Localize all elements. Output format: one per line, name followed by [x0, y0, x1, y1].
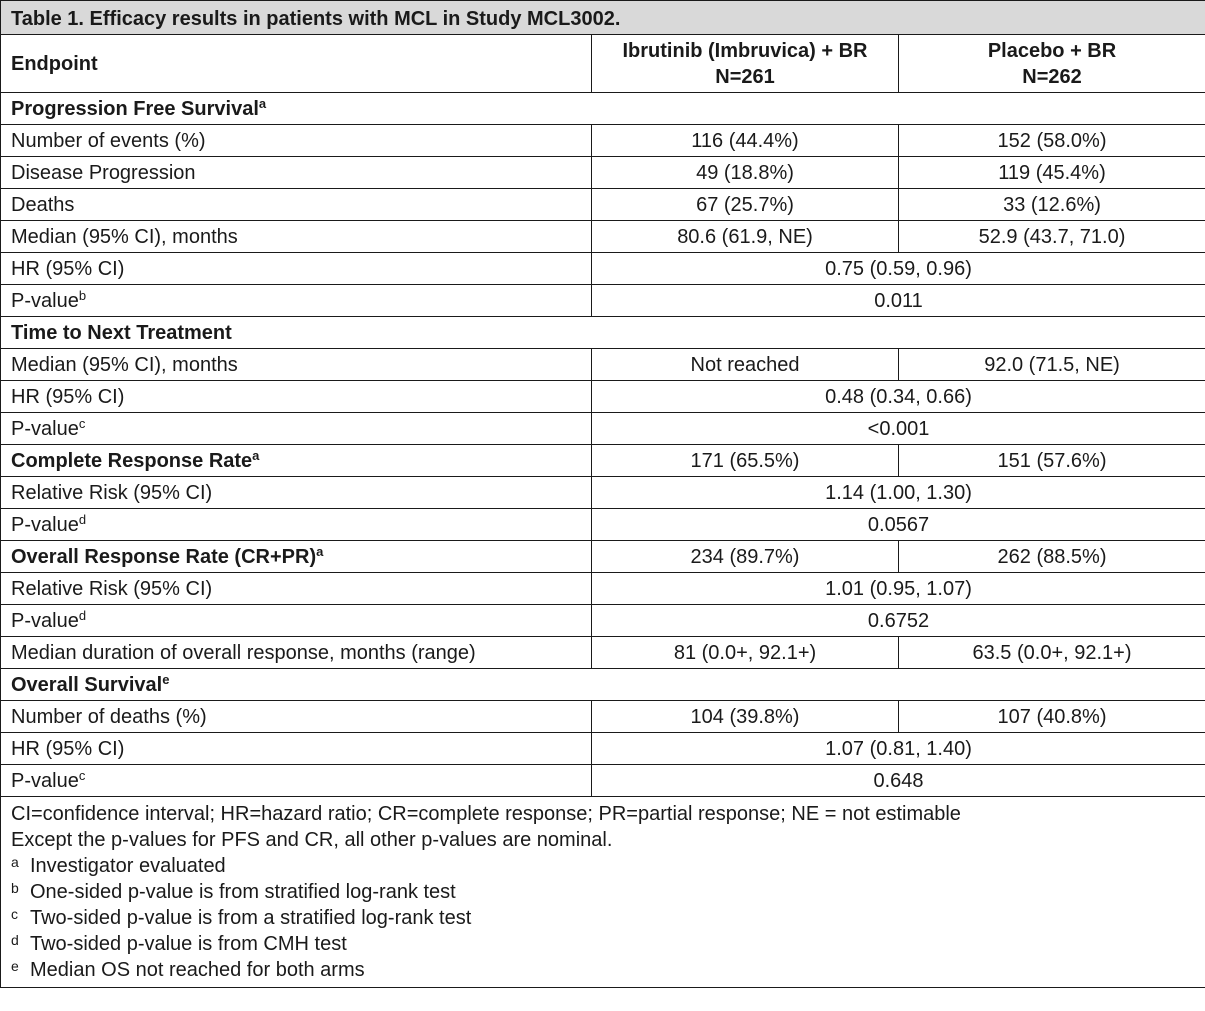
placebo-value-cell: 63.5 (0.0+, 92.1+): [899, 637, 1205, 669]
row-label: Median (95% CI), months: [11, 353, 238, 376]
table-row: [1, 477, 1205, 509]
table-notes: [1, 797, 1205, 988]
header-endpoint: Endpoint: [1, 35, 592, 93]
row-label-cell: [1, 445, 592, 477]
row-label-cell: [1, 733, 592, 765]
row-label-cell: [1, 765, 592, 797]
row-label-cell: [1, 605, 592, 637]
table-caption: Table 1. Efficacy results in patients with MCL in Study MCL3002.: [1, 1, 1205, 35]
placebo-value-cell: 92.0 (71.5, NE): [899, 349, 1205, 381]
row-label: HR (95% CI): [11, 737, 125, 760]
row-label-cell: [1, 93, 1205, 125]
table-row: [1, 605, 1205, 637]
ibrutinib-value-cell: 80.6 (61.9, NE): [592, 221, 899, 253]
footnote-text: Two-sided p-value is from a stratified log-rank test: [30, 907, 472, 929]
footnote-marker: c: [78, 415, 86, 431]
row-label: Complete Response Rate: [11, 449, 253, 472]
header-placebo-name: Placebo + BR: [987, 39, 1117, 62]
placebo-value-cell: 119 (45.4%): [899, 157, 1205, 189]
notes-body: [1, 797, 1205, 988]
row-label-cell: [1, 221, 592, 253]
table-row: [1, 701, 1205, 733]
combined-value-cell: 1.01 (0.95, 1.07): [592, 573, 1205, 605]
row-label: Overall Survival: [11, 673, 163, 696]
combined-value-cell: 0.648: [592, 765, 1205, 797]
combined-value-cell: 0.48 (0.34, 0.66): [592, 381, 1205, 413]
row-label-cell: [1, 541, 592, 573]
row-label: HR (95% CI): [11, 385, 125, 408]
table-row: [1, 637, 1205, 669]
combined-value-cell: 1.07 (0.81, 1.40): [592, 733, 1205, 765]
footnote-marker: e: [162, 671, 170, 687]
row-label-cell: [1, 413, 592, 445]
row-label: P-value: [11, 769, 79, 792]
ibrutinib-value-cell: 104 (39.8%): [592, 701, 899, 733]
footnote: e Median OS not reached for both arms: [11, 958, 365, 981]
row-label: Number of deaths (%): [11, 705, 207, 728]
ibrutinib-value-cell: 171 (65.5%): [592, 445, 899, 477]
ibrutinib-value-cell: 81 (0.0+, 92.1+): [592, 637, 899, 669]
header-ibrutinib-name: Ibrutinib (Imbruvica) + BR: [622, 39, 868, 62]
table-row: [1, 157, 1205, 189]
row-label-cell: [1, 125, 592, 157]
table-row: [1, 509, 1205, 541]
abbreviations-note: CI=confidence interval; HR=hazard ratio; CR=complete response; PR=partial response; NE = not estimable: [11, 803, 961, 825]
row-label-cell: [1, 189, 592, 221]
row-label-cell: [1, 285, 592, 317]
table-row: [1, 381, 1205, 413]
header-placebo-n: N=262: [1022, 65, 1082, 88]
placebo-value-cell: 262 (88.5%): [899, 541, 1205, 573]
footnote-marker: d: [78, 511, 87, 527]
combined-value-cell: 0.0567: [592, 509, 1205, 541]
table-row: [1, 765, 1205, 797]
table-row: [1, 541, 1205, 573]
row-label: P-value: [11, 513, 79, 536]
placebo-value-cell: 107 (40.8%): [899, 701, 1205, 733]
row-label: Median (95% CI), months: [11, 225, 238, 248]
table-row: [1, 125, 1205, 157]
table-row: [1, 413, 1205, 445]
combined-value-cell: <0.001: [592, 413, 1205, 445]
combined-value-cell: 0.6752: [592, 605, 1205, 637]
combined-value-cell: 0.75 (0.59, 0.96): [592, 253, 1205, 285]
row-label: P-value: [11, 417, 79, 440]
table-body: [1, 1, 1205, 797]
nominal-note: Except the p-values for PFS and CR, all other p-values are nominal.: [11, 829, 613, 851]
header-row: [1, 35, 1205, 93]
row-label-cell: [1, 509, 592, 541]
footnote: c Two-sided p-value is from a stratified log-rank test: [11, 906, 472, 929]
footnote-text: One-sided p-value is from stratified log-rank test: [30, 881, 456, 903]
row-label-cell: [1, 669, 1205, 701]
footnote: b One-sided p-value is from stratified log-rank test: [11, 880, 456, 903]
ibrutinib-value-cell: Not reached: [592, 349, 899, 381]
row-label-cell: [1, 637, 592, 669]
row-label: Relative Risk (95% CI): [11, 481, 213, 504]
table-row: [1, 733, 1205, 765]
row-label-cell: [1, 701, 592, 733]
footnote-text: Median OS not reached for both arms: [30, 959, 365, 981]
row-label-cell: [1, 157, 592, 189]
row-label-cell: [1, 349, 592, 381]
ibrutinib-value-cell: 67 (25.7%): [592, 189, 899, 221]
table-row: [1, 189, 1205, 221]
ibrutinib-value-cell: 116 (44.4%): [592, 125, 899, 157]
section-row: [1, 93, 1205, 125]
row-label: Median duration of overall response, months (range): [11, 641, 476, 664]
section-row: [1, 669, 1205, 701]
ibrutinib-value-cell: 49 (18.8%): [592, 157, 899, 189]
section-row: [1, 317, 1205, 349]
table-row: [1, 253, 1205, 285]
footnote: a Investigator evaluated: [11, 854, 226, 877]
footnote-marker: a: [258, 95, 267, 111]
combined-value-cell: 0.011: [592, 285, 1205, 317]
table-row: [1, 285, 1205, 317]
row-label-cell: [1, 477, 592, 509]
row-label: Relative Risk (95% CI): [11, 577, 213, 600]
header-ibrutinib-arm: [592, 35, 899, 93]
footnote-text: Two-sided p-value is from CMH test: [30, 933, 347, 955]
footnote-marker: b: [78, 287, 87, 303]
table-row: [1, 445, 1205, 477]
footnote: d Two-sided p-value is from CMH test: [11, 932, 347, 955]
row-label: P-value: [11, 289, 79, 312]
placebo-value-cell: 33 (12.6%): [899, 189, 1205, 221]
row-label: Progression Free Survival: [11, 97, 259, 120]
table-row: [1, 221, 1205, 253]
footnote-marker: a: [316, 543, 324, 559]
header-placebo-arm: [899, 35, 1205, 93]
row-label: Deaths: [11, 193, 75, 216]
row-label: Time to Next Treatment: [11, 321, 232, 344]
row-label: Number of events (%): [11, 129, 206, 152]
placebo-value-cell: 152 (58.0%): [899, 125, 1205, 157]
placebo-value-cell: 151 (57.6%): [899, 445, 1205, 477]
caption-row: [1, 1, 1205, 35]
footnote-text: Investigator evaluated: [30, 855, 226, 877]
row-label: P-value: [11, 609, 79, 632]
ibrutinib-value-cell: 234 (89.7%): [592, 541, 899, 573]
placebo-value-cell: 52.9 (43.7, 71.0): [899, 221, 1205, 253]
table-row: [1, 349, 1205, 381]
notes-row: [1, 797, 1205, 988]
row-label-cell: [1, 381, 592, 413]
footnote-marker: c: [78, 767, 86, 783]
row-label-cell: [1, 253, 592, 285]
row-label-cell: [1, 317, 1205, 349]
row-label: HR (95% CI): [11, 257, 125, 280]
row-label: Overall Response Rate (CR+PR): [11, 545, 317, 568]
row-label-cell: [1, 573, 592, 605]
table-row: [1, 573, 1205, 605]
footnote-marker: a: [252, 447, 260, 463]
combined-value-cell: 1.14 (1.00, 1.30): [592, 477, 1205, 509]
footnote-marker: d: [78, 607, 87, 623]
header-ibrutinib-n: N=261: [715, 65, 775, 88]
row-label: Disease Progression: [11, 161, 196, 184]
